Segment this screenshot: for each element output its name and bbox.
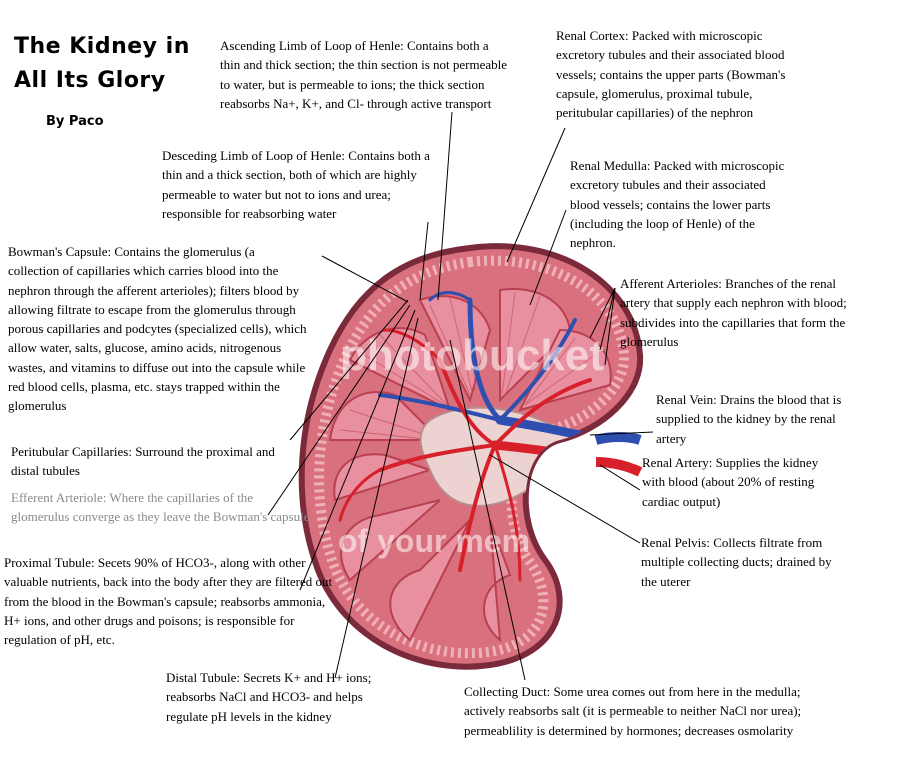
page-title <box>14 30 214 98</box>
label-efferent-arteriole: Efferent Arteriole: Where the capillaries of the glomerulus converge as they leave the Bowman's capsule <box>11 490 310 525</box>
label-descending-limb: Desceding Limb of Loop of Henle: Contains both a thin and a thick section, both of which are highly permeable to water but not to ions and urea; responsible for reabsorbing water <box>162 148 430 221</box>
label-peritubular-capillaries: Peritubular Capillaries: Surround the proximal and distal tubules <box>11 444 275 479</box>
label-collecting-duct: Collecting Duct: Some urea comes out from here in the medulla; actively reabsorbs salt (it is permeable to neither NaCl nor urea); permeablility is determined by hormones; decreases osmolarity <box>464 684 802 738</box>
label-renal-cortex: Renal Cortex: Packed with microscopic excretory tubules and their associated blood vessels; contains the upper parts (Bowman's capsule, glomerulus, proximal tubule, peritubular capillaries) of the nephron <box>556 28 786 121</box>
title-line-1: The Kidney in <box>14 34 190 59</box>
label-proximal-tubule: Proximal Tubule: Secets 90% of HCO3-, along with other valuable nutrients, back into the body after they are filtered out from the blood in the Bowman's capsule; reabsorbs ammonia, H+ ions, and other drugs and poisons; is responsible for regulation of pH, etc. <box>4 555 333 648</box>
label-afferent-arterioles: Afferent Arterioles: Branches of the renal artery that supply each nephron with blood; subdivides into the capillaries that form the glomerulus <box>620 276 847 349</box>
label-renal-medulla: Renal Medulla: Packed with microscopic excretory tubules and their associated blood vessels; contains the lower parts (including the loop of Henle) of the nephron. <box>570 158 785 251</box>
label-bowmans-capsule: Bowman's Capsule: Contains the glomerulus (a collection of capillaries which carries blood into the nephron through the afferent arterioles); filters blood by allowing filtrate to escape from the glomerulus through porous capillaries and podcytes (specialized cells), which allow water, salts, glucose, amino acids, nitrogenous wastes, and vitamins to diffuse out into the capsule while red blood cells, plasma, etc. stays trapped within the glomerulus <box>8 244 307 414</box>
label-renal-artery: Renal Artery: Supplies the kidney with blood (about 20% of resting cardiac output) <box>642 455 819 509</box>
label-distal-tubule: Distal Tubule: Secrets K+ and H+ ions; reabsorbs NaCl and HCO3- and helps regulate pH levels in the kidney <box>166 670 372 724</box>
byline: By Paco <box>46 114 104 129</box>
label-renal-pelvis: Renal Pelvis: Collects filtrate from multiple collecting ducts; drained by the uterer <box>641 535 832 589</box>
title-line-2: All Its Glory <box>14 68 166 93</box>
watermark-top: photobucket <box>340 331 604 380</box>
label-ascending-limb: Ascending Limb of Loop of Henle: Contains both a thin and thick section; the thin section is not permeable to water, but is permeable to ions; the thick section reabsorbs Na+, K+, and Cl- through active transport <box>220 38 508 111</box>
label-renal-vein: Renal Vein: Drains the blood that is supplied to the kidney by the renal artery <box>656 392 842 446</box>
watermark-bottom: of your mem <box>338 523 531 559</box>
